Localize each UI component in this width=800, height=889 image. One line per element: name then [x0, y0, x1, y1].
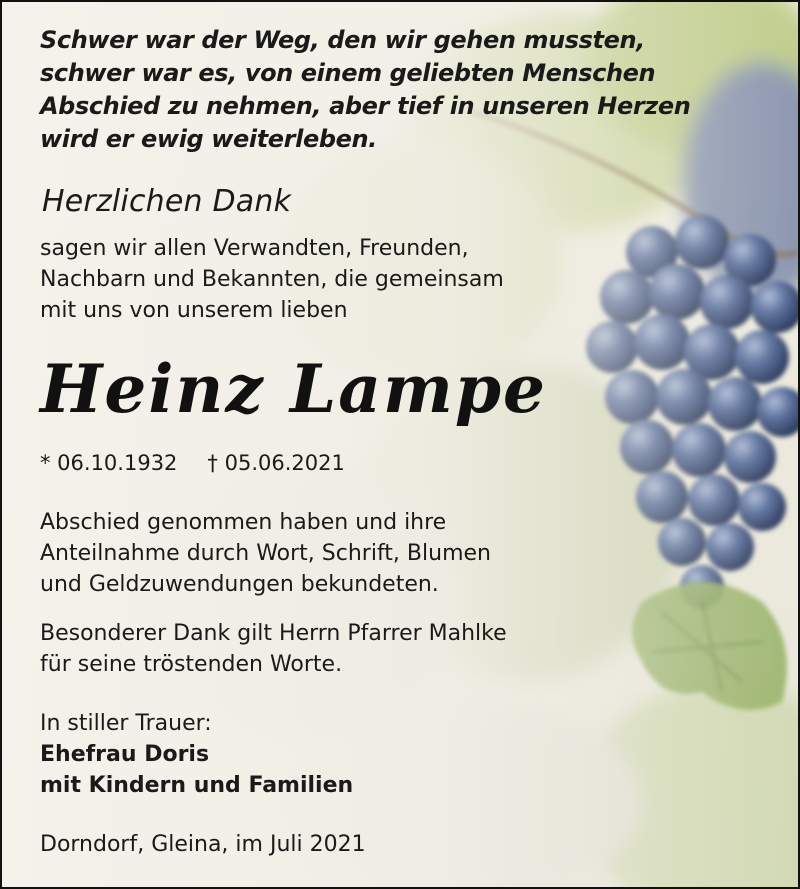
special-thanks-line: für seine tröstenden Worte.: [40, 652, 343, 677]
birth-date: * 06.10.1932: [40, 451, 178, 475]
obituary-text: [40, 2, 798, 887]
mourning-signature: [40, 708, 353, 801]
farewell-paragraph: [40, 507, 491, 600]
thanks-heading: Herzlichen Dank: [42, 184, 292, 219]
mourning-wife: Ehefrau Doris: [40, 742, 210, 767]
special-thanks-paragraph: [40, 618, 507, 680]
intro-line: Nachbarn und Bekannten, die gemeinsam: [40, 267, 504, 292]
poem-line: Schwer war der Weg, den wir gehen mussten,: [40, 26, 645, 54]
poem-line: schwer war es, von einem geliebten Menschen: [40, 59, 656, 87]
deceased-name: Heinz Lampe: [40, 350, 548, 428]
farewell-line: und Geldzuwendungen bekundeten.: [40, 572, 439, 597]
intro-paragraph: [40, 233, 504, 326]
farewell-line: Abschied genommen haben und ihre: [40, 510, 447, 535]
special-thanks-line: Besonderer Dank gilt Herrn Pfarrer Mahlke: [40, 621, 507, 646]
mourning-family: mit Kindern und Familien: [40, 773, 354, 798]
death-date: † 05.06.2021: [207, 451, 345, 475]
poem: [40, 24, 700, 156]
intro-line: sagen wir allen Verwandten, Freunden,: [40, 236, 469, 261]
mourning-intro: In stiller Trauer:: [40, 711, 212, 736]
poem-line: Abschied zu nehmen, aber tief in unseren Herzen: [40, 92, 691, 120]
farewell-line: Anteilnahme durch Wort, Schrift, Blumen: [40, 541, 491, 566]
life-dates: [40, 451, 345, 475]
place-and-date: Dorndorf, Gleina, im Juli 2021: [40, 832, 366, 857]
poem-line: wird er ewig weiterleben.: [40, 125, 377, 153]
intro-line: mit uns von unserem lieben: [40, 298, 348, 323]
